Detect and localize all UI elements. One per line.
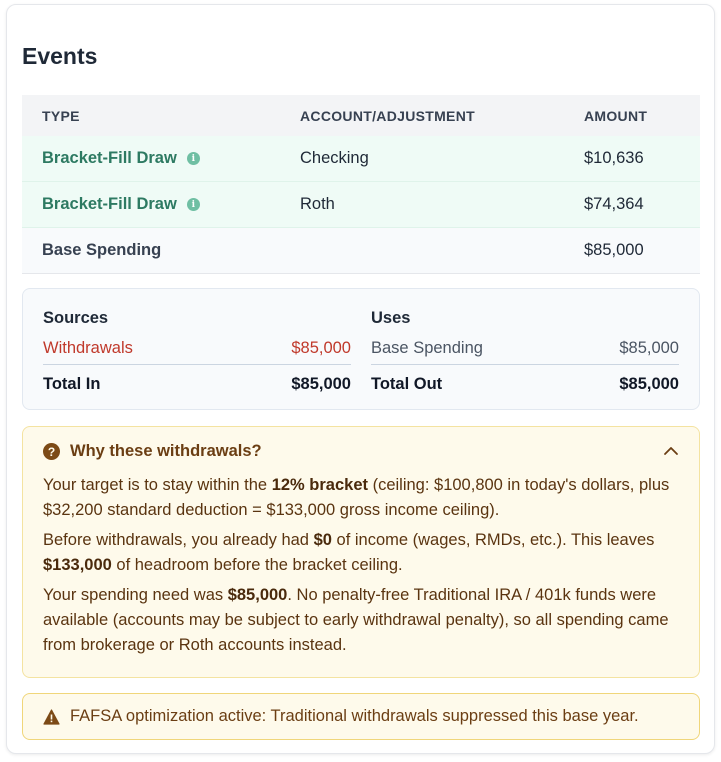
total-in-amount: $85,000 — [291, 375, 351, 393]
sources-heading: Sources — [43, 309, 109, 327]
explanation-spending: Your spending need was $85,000. No penalty-free Traditional IRA / 401k funds were available (accounts may be subject to early withdrawal penalty), so all spending came from brokerage or Roth accounts instead. — [43, 586, 669, 654]
header-type: TYPE — [42, 107, 80, 124]
event-type-label: Bracket-Fill Draw — [42, 149, 177, 167]
divider — [371, 364, 679, 365]
sources-item — [43, 339, 351, 358]
divider — [43, 364, 351, 365]
event-type-label: Bracket-Fill Draw — [42, 195, 177, 213]
total-in-row — [43, 375, 351, 394]
withdrawals-label: Withdrawals — [43, 339, 133, 357]
event-account: Checking — [300, 149, 369, 167]
why-withdrawals-panel — [22, 426, 700, 678]
events-table — [22, 95, 700, 274]
table-header — [22, 95, 700, 136]
table-row — [22, 136, 700, 182]
total-in-label: Total In — [43, 375, 101, 393]
event-type-cell — [42, 136, 200, 181]
event-amount: $10,636 — [584, 149, 644, 167]
explanation-income: Before withdrawals, you already had $0 of income (wages, RMDs, etc.). This leaves $133,000 of headroom before the bracket ceiling. — [43, 531, 655, 574]
header-amount: AMOUNT — [584, 107, 648, 124]
uses-heading: Uses — [371, 309, 411, 327]
info-icon[interactable]: i — [187, 198, 200, 211]
warning-triangle-icon — [43, 709, 60, 725]
page-title: Events — [22, 43, 98, 69]
event-type-cell — [42, 182, 200, 227]
uses-item — [371, 339, 679, 358]
header-account: ACCOUNT/ADJUSTMENT — [300, 107, 475, 124]
chevron-up-icon[interactable] — [663, 443, 679, 459]
table-row — [22, 228, 700, 274]
total-out-amount: $85,000 — [619, 375, 679, 393]
sources-uses-summary — [22, 288, 700, 410]
events-card — [6, 4, 715, 754]
table-row — [22, 182, 700, 228]
withdrawals-amount: $85,000 — [291, 339, 351, 357]
total-out-label: Total Out — [371, 375, 443, 393]
why-explanation — [43, 473, 673, 663]
why-withdrawals-toggle[interactable] — [43, 442, 262, 461]
base-spending-amount: $85,000 — [619, 339, 679, 357]
base-spending-label: Base Spending — [371, 339, 483, 357]
total-out-row — [371, 375, 679, 394]
event-account: Roth — [300, 195, 335, 213]
info-icon[interactable]: i — [187, 152, 200, 165]
fafsa-notice-text: FAFSA optimization active: Traditional withdrawals suppressed this base year. — [70, 707, 639, 725]
event-type-label: Base Spending — [42, 241, 162, 259]
explanation-target: Your target is to stay within the 12% bracket (ceiling: $100,800 in today's dollars, plus $32,200 standard deduction = $133,000 gross income ceiling). — [43, 476, 670, 519]
fafsa-notice — [22, 693, 700, 740]
question-circle-icon: ? — [43, 443, 60, 460]
why-heading: Why these withdrawals? — [70, 442, 262, 460]
uses-column — [371, 289, 679, 409]
event-amount: $85,000 — [584, 241, 644, 259]
sources-column — [43, 289, 351, 409]
event-amount: $74,364 — [584, 195, 644, 213]
